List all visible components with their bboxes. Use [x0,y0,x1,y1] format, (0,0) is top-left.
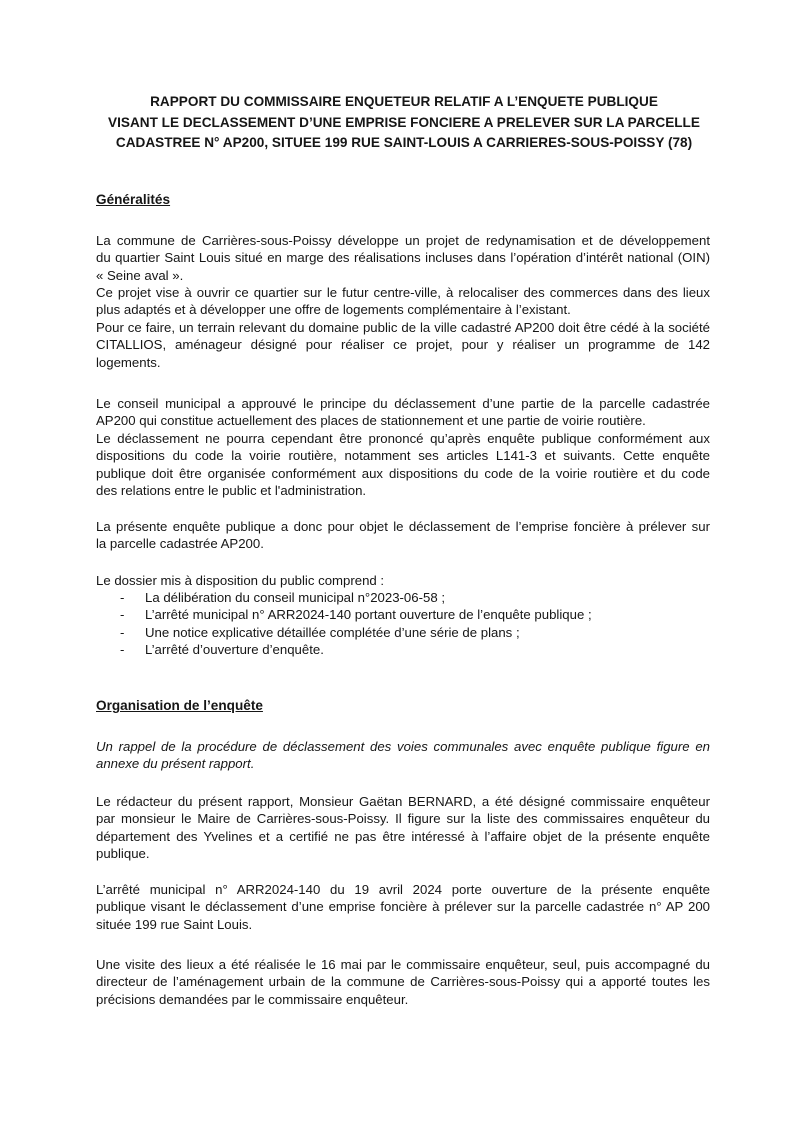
text-line: AP200 qui constitue actuellement des places de stationnement et une partie de voirie routière. [96,413,646,429]
paragraph-generalites-1 [96,232,710,284]
text-line: des relations entre le public et l'administration. [96,483,367,499]
text-line: Pour ce faire, un terrain relevant du domaine public de la ville cadastré AP200 doit être cédé à la société [96,320,710,335]
text-line: publique doit être organisée conformément aux dispositions du code de la voirie routière et du code [96,465,710,481]
text-line: « Seine aval ». [96,267,184,283]
heading-generalites: Généralités [96,192,171,207]
paragraph-organisation-3 [96,881,710,933]
text-line: Le conseil municipal a approuvé le principe du déclassement d’une partie de la parcelle cadastrée [96,396,710,411]
paragraph-organisation-1 [96,738,710,773]
text-line: Le déclassement ne pourra cependant être prononcé qu’après enquête publique conformément aux [96,431,710,446]
title-line-1: RAPPORT DU COMMISSAIRE ENQUETEUR RELATIF A L’ENQUETE PUBLIQUE [150,94,658,109]
text-line: CITALLIOS, aménageur désigné pour réaliser ce projet, pour y réaliser un programme de 142 [96,337,710,353]
text-line: La commune de Carrières-sous-Poissy développe un projet de redynamisation et de développement [96,233,710,248]
list-item: - L’arrêté municipal n° ARR2024-140 portant ouverture de l’enquête publique ; [120,607,592,623]
text-line: plus adaptés et à développer une offre de logements complémentaire à l’existant. [96,302,571,318]
text-line: par monsieur le Maire de Carrières-sous-Poissy. Il figure sur la liste des commissaires enquêteur du [96,811,710,827]
title-line-3: CADASTREE N° AP200, SITUEE 199 RUE SAINT-LOUIS A CARRIERES-SOUS-POISSY (78) [115,135,693,150]
text-line: L’arrêté municipal n° ARR2024-140 du 19 avril 2024 porte ouverture de la présente enquête [96,882,710,897]
paragraph-generalites-4 [96,395,710,430]
text-line: Ce projet vise à ouvrir ce quartier sur le futur centre-ville, à relocaliser des commerces dans des lieux [96,285,710,300]
text-line: logements. [96,354,161,370]
dash-bullet: - [120,624,125,640]
dash-bullet: - [120,590,125,605]
paragraph-generalites-2 [96,284,710,319]
dash-bullet: - [120,607,125,623]
paragraph-generalites-6 [96,518,710,553]
text-line: Une visite des lieux a été réalisée le 16 mai par le commissaire enquêteur, seul, puis accompagné du [96,957,710,972]
text-line: annexe du présent rapport. [96,756,255,772]
text-line: directeur de l’aménagement urbain de la commune de Carrières-sous-Poissy qui a apporté toutes les [96,974,710,990]
paragraph-organisation-4 [96,956,710,1008]
text-line: Un rappel de la procédure de déclassement des voies communales avec enquête publique figure en [96,739,710,754]
dash-bullet: - [120,642,125,658]
text-line: Le rédacteur du présent rapport, Monsieur Gaëtan BERNARD, a été désigné commissaire enquêteur [96,794,710,809]
paragraph-organisation-2 [96,793,710,863]
text-line: précisions demandées par le commissaire enquêteur. [96,991,409,1007]
paragraph-dossier-intro [96,572,710,589]
list-item: - Une notice explicative détaillée complétée d’une série de plans ; [120,624,520,640]
text-line: du quartier Saint Louis situé en marge des réalisations incluses dans l’opération d’intérêt national (OIN) [96,250,710,266]
dossier-list [96,589,710,659]
text-line: dispositions du code la voirie routière, notamment ses articles L141-3 et suivants. Cette enquête [96,448,710,464]
text-line: publique. [96,846,150,862]
text-line: la parcelle cadastrée AP200. [96,536,264,552]
text-line: département des Yvelines et a certifié ne pas être intéressé à l’affaire objet de la présente enquête [96,828,710,844]
text-line: Le dossier mis à disposition du public comprend : [96,573,385,588]
text-line: publique visant le déclassement d’une emprise foncière à prélever sur la parcelle cadastrée n° AP 200 [96,899,710,915]
list-item: - La délibération du conseil municipal n°2023-06-58 ; [120,590,445,605]
report-title [96,92,712,154]
text-line: La présente enquête publique a donc pour objet le déclassement de l’emprise foncière à prélever sur [96,519,710,534]
list-item: - L’arrêté d’ouverture d’enquête. [120,642,324,658]
heading-organisation: Organisation de l’enquête [96,698,263,713]
paragraph-generalites-3 [96,319,710,371]
paragraph-generalites-5 [96,430,710,500]
text-line: située 199 rue Saint Louis. [96,916,253,932]
title-line-2: VISANT LE DECLASSEMENT D’UNE EMPRISE FONCIERE A PRELEVER SUR LA PARCELLE [108,114,700,130]
